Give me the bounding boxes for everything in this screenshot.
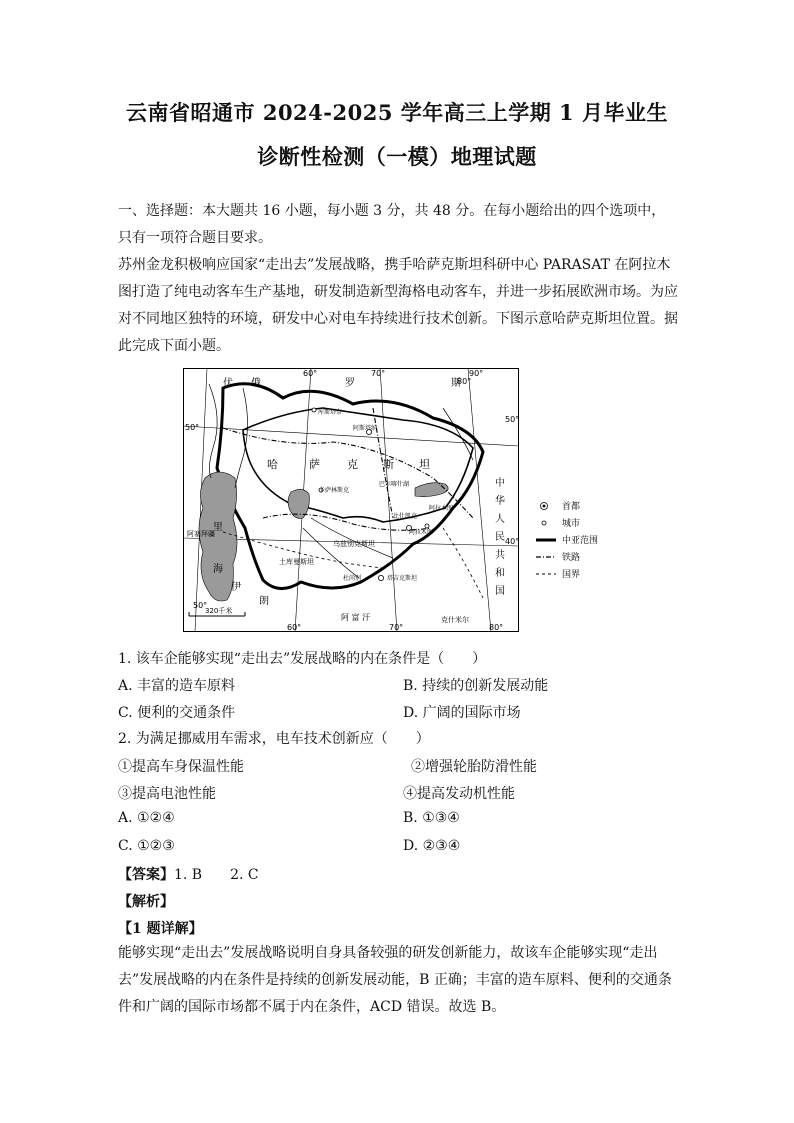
q2-item-4: ④提高发动机性能 [403, 786, 515, 802]
question-1-stem: 1. 该车企能够实现“走出去”发展战略的内在条件是（ ） [118, 651, 487, 667]
region-label: 朗 [259, 596, 269, 607]
lon-label: 60° [287, 623, 302, 632]
lat-label: 40° [505, 537, 519, 546]
city-label: 比什凯克 [393, 513, 418, 520]
q2-item-3: ③提高电池性能 [118, 786, 216, 802]
region-label: 坦 [419, 458, 430, 471]
capital-marker [378, 575, 383, 580]
lat-label: 50° [185, 423, 200, 432]
question-section [118, 198, 678, 360]
lat-label: 50° [505, 415, 519, 424]
q2-option-a: A. ①②④ [118, 810, 175, 826]
scale-label: 320千米 [205, 607, 233, 615]
question-2-stem: 2. 为满足挪威用车需求，电车技术创新应（ ） [118, 731, 430, 747]
legend-label: 铁路 [562, 553, 581, 563]
city-label: 杜尚别 [343, 575, 362, 582]
region-label: 人 [495, 514, 505, 525]
q1-option-d: D. 广阔的国际市场 [403, 705, 521, 721]
passage-text: 苏州金龙积极响应国家“走出去”发展战略，携手哈萨克斯坦科研中心 PARASAT 在阿拉木图打造了纯电动客车生产基地，研发制造新型海格电动客车，并进一步拓展欧洲市场。为应对不同地区独特的环境，研发中心对电车持续进行技术创新。下图示意哈萨克斯坦位置。据此完成下面小题。 [118, 257, 678, 354]
city-legend-icon [542, 521, 546, 525]
city-label: 阿斯塔纳 [353, 425, 378, 432]
region-label: 克 [347, 458, 358, 471]
q2-option-c: C. ①②③ [118, 838, 175, 854]
detail-text: 能够实现“走出去”发展战略说明自身具备较强的研发创新能力，故该车企能够实现“走出去”发展战略的内在条件是持续的创新发展动能，B 正确；丰富的造车原料、便利的交通条件和广阔的国际市场都不属于内在条件，ACD 错误。故选 B。 [118, 945, 672, 1015]
region-label: 和 [495, 568, 505, 579]
city-label: 阿拉木图 [429, 505, 454, 512]
lon-label: 60° [303, 369, 318, 378]
q2-option-d: D. ②③④ [403, 838, 461, 854]
lon-label: 50° [193, 601, 208, 610]
region-label: 民 [495, 532, 505, 543]
legend-label: 首都 [562, 502, 581, 512]
region-label: 阿 富 汗 [341, 613, 371, 622]
region-label: 海 [213, 564, 223, 575]
lon-label: 70° [389, 623, 404, 632]
city-label: 阿拉木图 [409, 529, 434, 536]
lon-label: 80° [457, 377, 472, 386]
map-legend [534, 498, 644, 588]
city-marker [312, 408, 316, 412]
region-label: 克什米尔 [441, 616, 469, 624]
region-label: 国 [495, 586, 505, 597]
region-label: 土库曼斯坦 [279, 558, 314, 566]
answer-label: 【答案】 [118, 867, 174, 883]
legend-label: 城市 [562, 519, 581, 529]
legend-label: 国界 [562, 570, 581, 580]
kazakhstan-location-map [183, 368, 519, 632]
capital-legend-icon [543, 505, 546, 508]
region-label: 乌兹别克斯坦 [333, 540, 375, 548]
region-label: 斯 [451, 378, 461, 389]
city-label: 塔吉克斯坦 [387, 575, 418, 582]
q2-item-1: ①提高车身保温性能 [118, 759, 244, 775]
q1-option-c: C. 便利的交通条件 [118, 705, 236, 721]
answer-values: 1. B 2. C [174, 867, 259, 883]
region-label: 里 [213, 522, 223, 533]
region-label: 罗 [345, 378, 355, 389]
q2-option-b: B. ①③④ [403, 810, 460, 826]
answer-line [118, 864, 259, 884]
section-intro: 一、选择题：本大题共 16 小题，每小题 3 分，共 48 分。在每小题给出的四个选项中，只有一项符合题目要求。 [118, 203, 666, 246]
region-label: 华 [495, 496, 505, 507]
analysis-label: 【解析】 [118, 894, 174, 910]
q1-option-b: B. 持续的创新发展动能 [403, 678, 549, 694]
region-label: 哈 [267, 458, 278, 471]
exam-title-line2: 诊断性检测（一模）地理试题 [257, 144, 537, 169]
city-marker [425, 524, 429, 528]
region-label: 阿塞拜疆 [187, 530, 215, 538]
region-label: 伏 [223, 378, 233, 389]
lat-label: 90° [469, 369, 484, 378]
city-label: 库斯塔奈 [318, 409, 343, 416]
region-label: 伊 [231, 582, 241, 593]
legend-label: 中亚范围 [562, 536, 599, 546]
detail-label: 【1 题详解】 [118, 921, 203, 937]
region-label: 俄 [251, 378, 261, 389]
region-label: 共 [495, 550, 505, 561]
region-label: 斯 [383, 458, 394, 471]
city-label: 卡萨林斯克 [319, 487, 350, 494]
lon-label: 80° [489, 623, 504, 632]
lon-label: 70° [371, 369, 386, 378]
exam-title-line1: 云南省昭通市 2024-2025 学年高三上学期 1 月毕业生 [126, 100, 668, 125]
q1-option-a: A. 丰富的造车原料 [118, 678, 236, 694]
city-label: 巴尔喀什湖 [379, 481, 410, 488]
region-label: 萨 [309, 458, 320, 471]
q2-item-2: ②增强轮胎防滑性能 [411, 759, 537, 775]
region-label: 中 [495, 478, 505, 489]
